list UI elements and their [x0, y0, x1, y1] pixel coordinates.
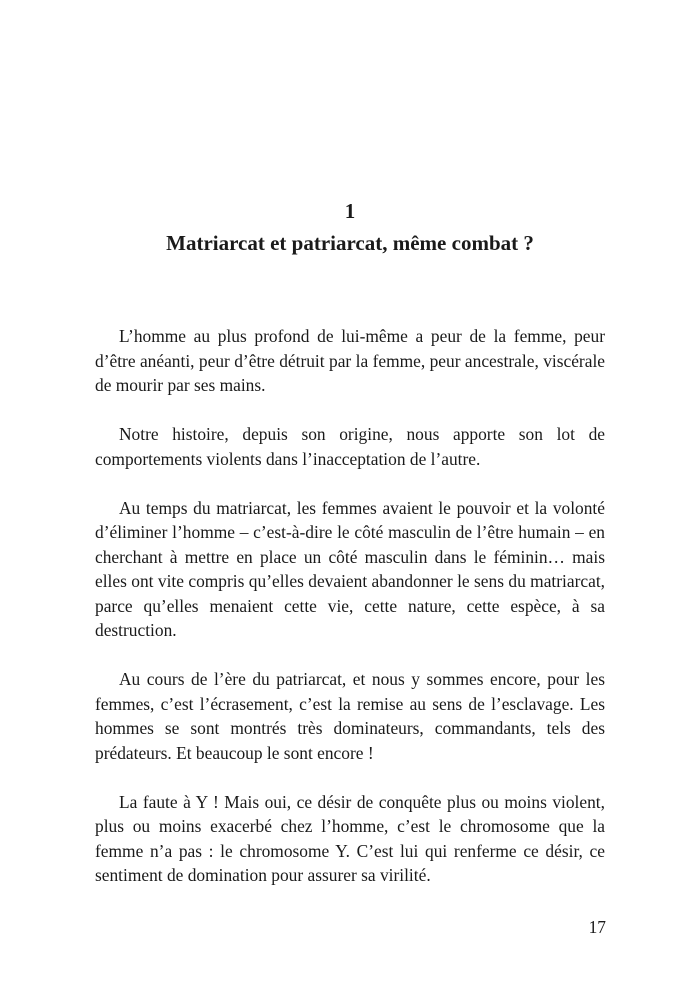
paragraph: La faute à Y ! Mais oui, ce désir de conquête plus ou moins violent, plus ou moins exacerbé chez l’homme, c’est le chromosome que la femme n’a pas : le chromosome Y. C’est lui qui renferme ce désir, ce sentiment de domination pour assurer sa virilité.: [95, 791, 605, 885]
page-number: 17: [588, 917, 606, 937]
paragraph: Notre histoire, depuis son origine, nous apporte son lot de comportements violents dans l’inacceptation de l’autre.: [95, 424, 605, 469]
chapter-number: 1: [344, 199, 356, 223]
paragraph: Au temps du matriarcat, les femmes avaient le pouvoir et la volonté d’éliminer l’homme – c’est-à-dire le côté masculin de l’être humain – en cherchant à mettre en place un côté masculin dans le féminin… mais elles ont vite compris qu’elles devaient abandonner le sens du matriarcat, parce qu’elles menaient cette vie, cette nature, cette espèce, à sa destruction.: [95, 497, 605, 640]
chapter-title: Matriarcat et patriarcat, même combat ?: [166, 231, 534, 255]
paragraph: Au cours de l’ère du patriarcat, et nous y sommes encore, pour les femmes, c’est l’écrasement, c’est la remise au sens de l’esclavage. Les hommes se sont montrés très dominateurs, commandants, tels des prédateurs. Et beaucoup le sont encore !: [95, 669, 605, 763]
paragraph: L’homme au plus profond de lui-même a peur de la femme, peur d’être anéanti, peur d’être détruit par la femme, peur ancestrale, viscérale de mourir par ses mains.: [95, 326, 605, 395]
chapter-body: [95, 324, 605, 912]
